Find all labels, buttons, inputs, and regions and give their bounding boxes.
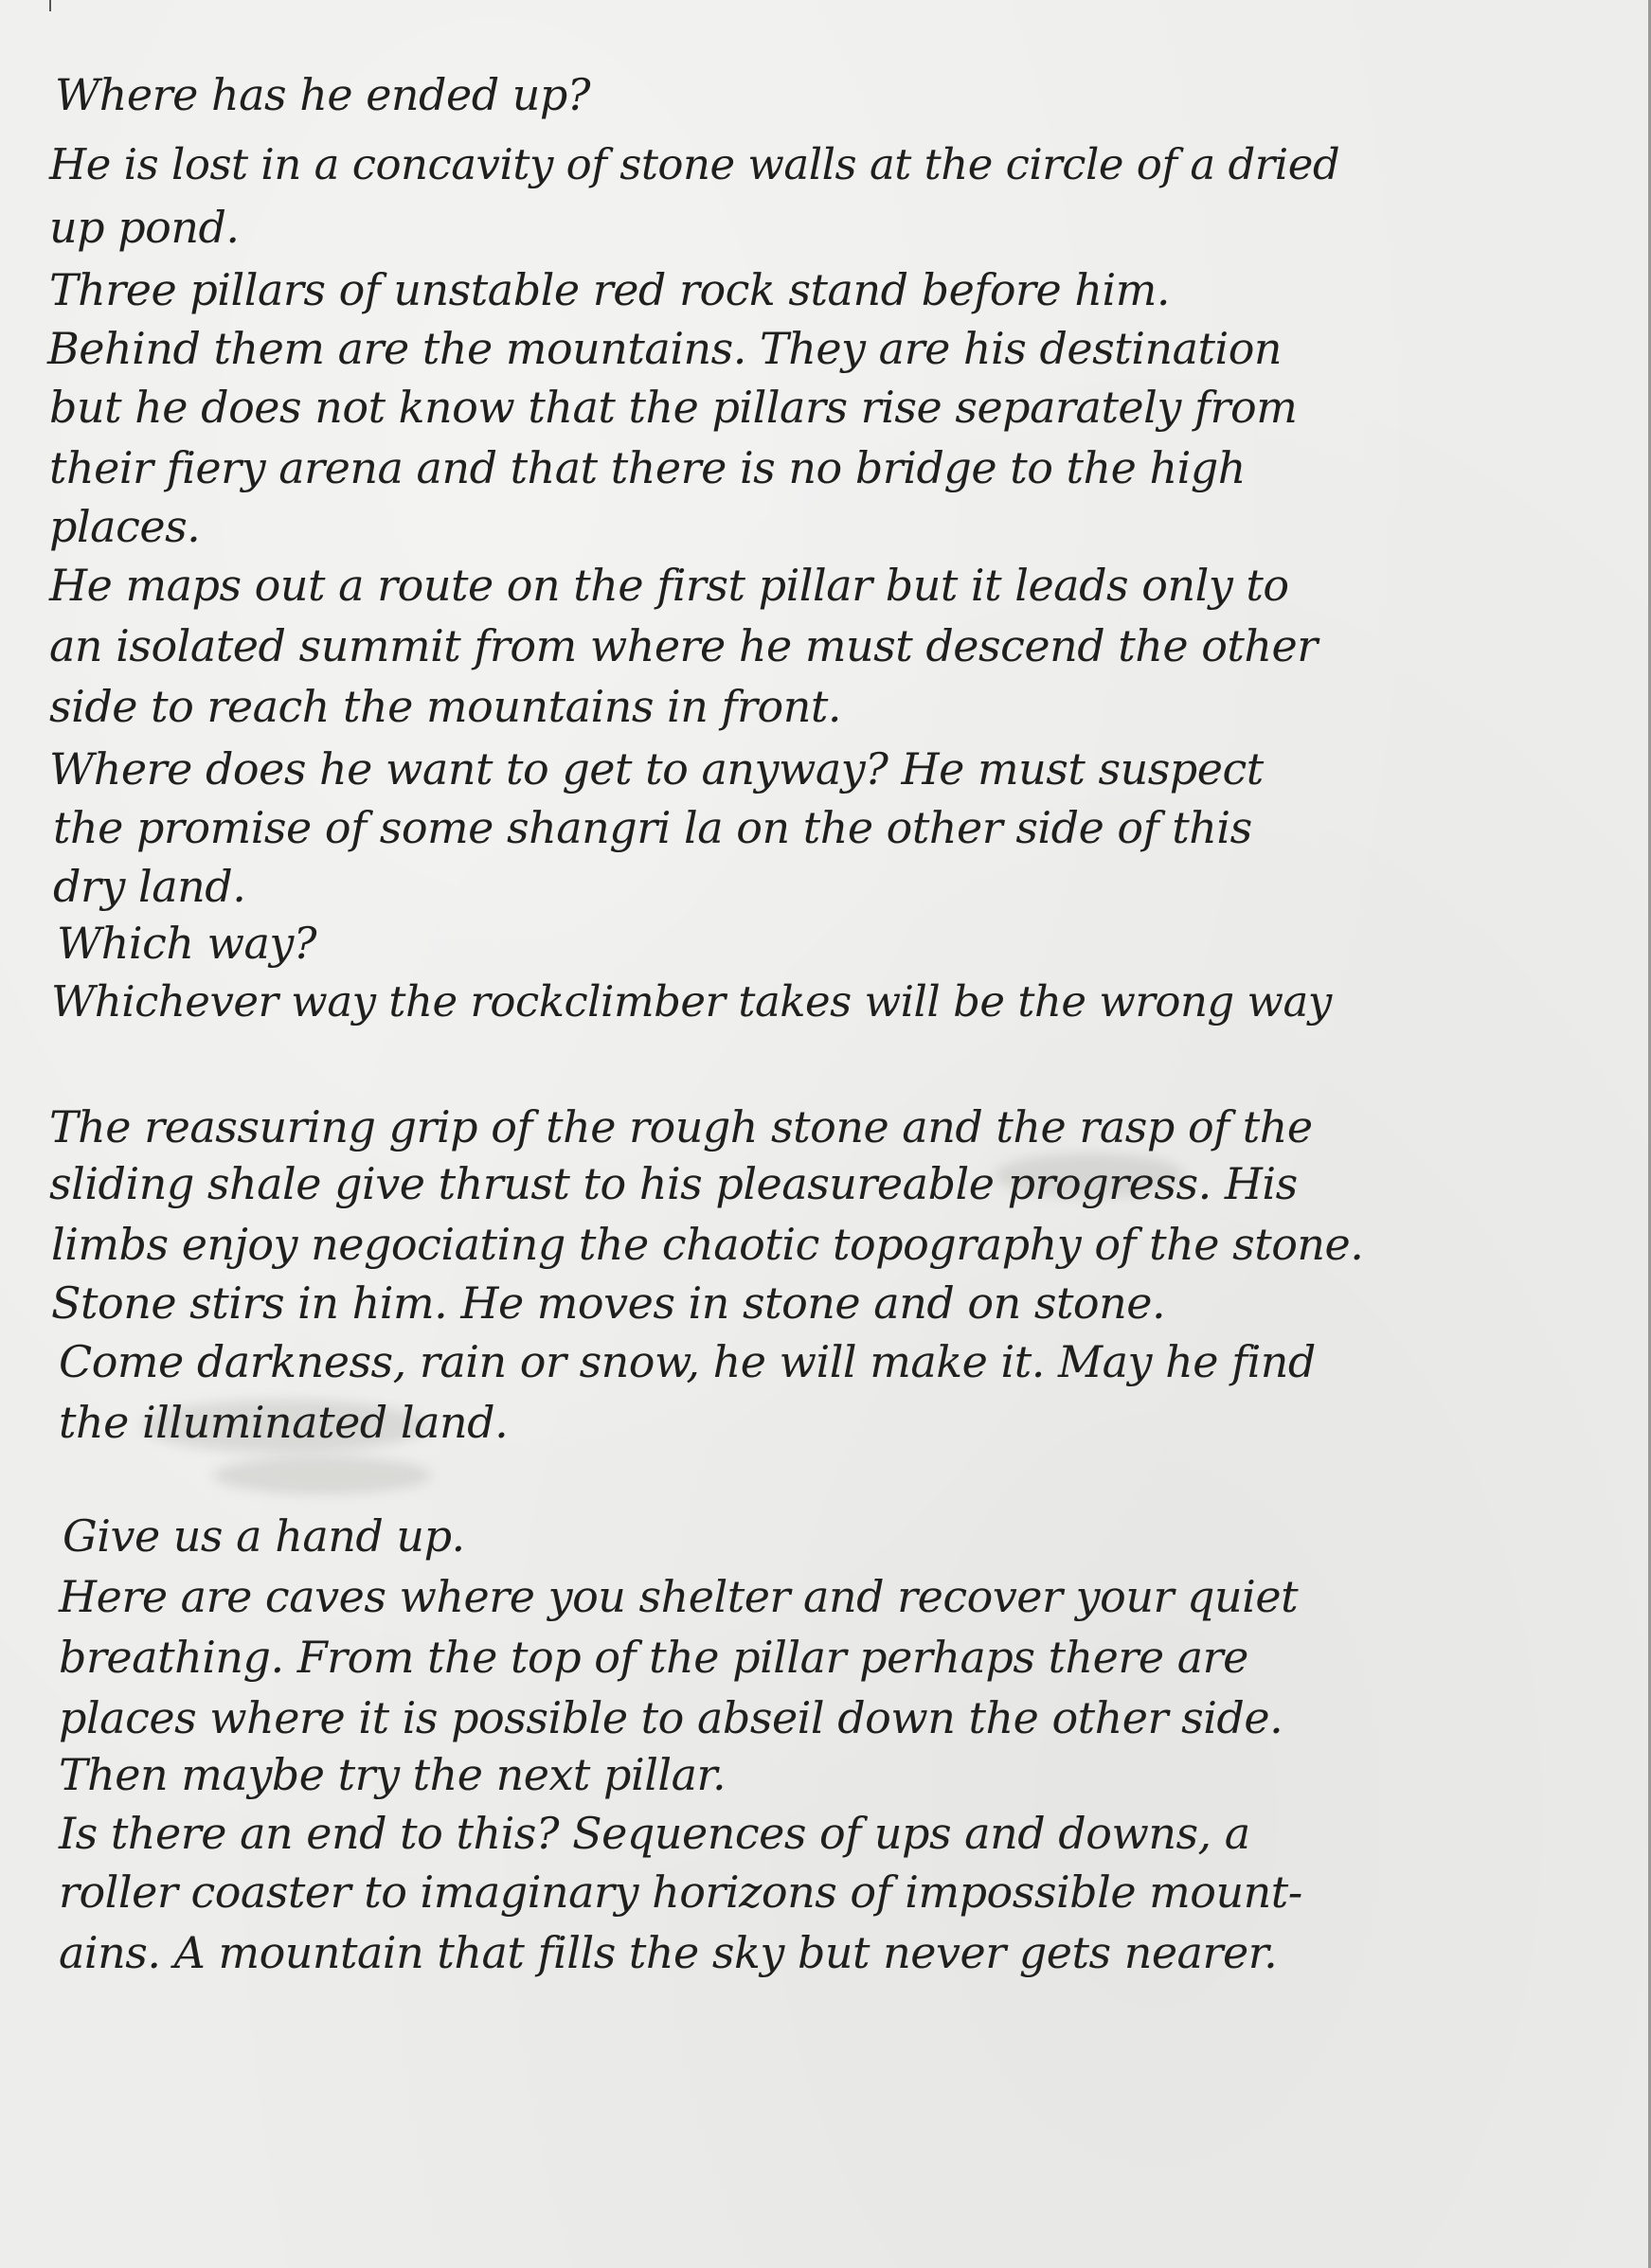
- text-line: Where does he want to get to anyway? He must suspect: [49, 743, 1264, 795]
- text-line: ains. A mountain that fills the sky but never gets nearer.: [59, 1927, 1278, 1978]
- text-line: side to reach the mountains in front.: [49, 681, 841, 732]
- text-line: Behind them are the mountains. They are his destination: [47, 323, 1283, 374]
- text-line: Come darkness, rain or snow, he will make it. May he find: [59, 1336, 1316, 1387]
- text-line: sliding shale give thrust to his pleasureable progress. His: [49, 1158, 1298, 1209]
- text-line: breathing. From the top of the pillar perhaps there are: [59, 1632, 1248, 1683]
- ink-mark: [49, 0, 51, 11]
- text-line: Three pillars of unstable red rock stand before him.: [49, 264, 1170, 315]
- text-line: Then maybe try the next pillar.: [59, 1749, 727, 1800]
- text-line: roller coaster to imaginary horizons of impossible mount-: [59, 1866, 1302, 1918]
- text-line: the illuminated land.: [59, 1397, 509, 1448]
- text-line: their fiery arena and that there is no bridge to the high: [49, 442, 1246, 493]
- text-line: dry land.: [53, 861, 246, 912]
- text-line: up pond.: [49, 202, 240, 253]
- text-line: Is there an end to this? Sequences of ups and downs, a: [59, 1808, 1250, 1859]
- text-line: Which way?: [57, 918, 317, 969]
- text-line: the promise of some shangri la on the other side of this: [53, 802, 1252, 853]
- text-line: Where has he ended up?: [55, 69, 591, 120]
- text-line: places where it is possible to abseil down the other side.: [59, 1692, 1283, 1743]
- text-line: The reassuring grip of the rough stone and the rasp of the: [49, 1101, 1313, 1152]
- text-line: limbs enjoy negociating the chaotic topography of the stone.: [51, 1219, 1364, 1270]
- text-line: Give us a hand up.: [63, 1510, 465, 1562]
- text-line: but he does not know that the pillars rise separately from: [49, 382, 1298, 433]
- text-line: He is lost in a concavity of stone walls at the circle of a dried: [49, 139, 1340, 189]
- text-line: places.: [49, 501, 201, 552]
- text-line: Whichever way the rockclimber takes will be the wrong way: [51, 976, 1332, 1027]
- text-line: Stone stirs in him. He moves in stone and on stone.: [51, 1277, 1166, 1329]
- text-line: an isolated summit from where he must descend the other: [49, 620, 1318, 671]
- text-line: He maps out a route on the first pillar but it leads only to: [49, 560, 1289, 611]
- text-line: Here are caves where you shelter and recover your quiet: [59, 1571, 1299, 1622]
- ink-smudge: [213, 1456, 431, 1494]
